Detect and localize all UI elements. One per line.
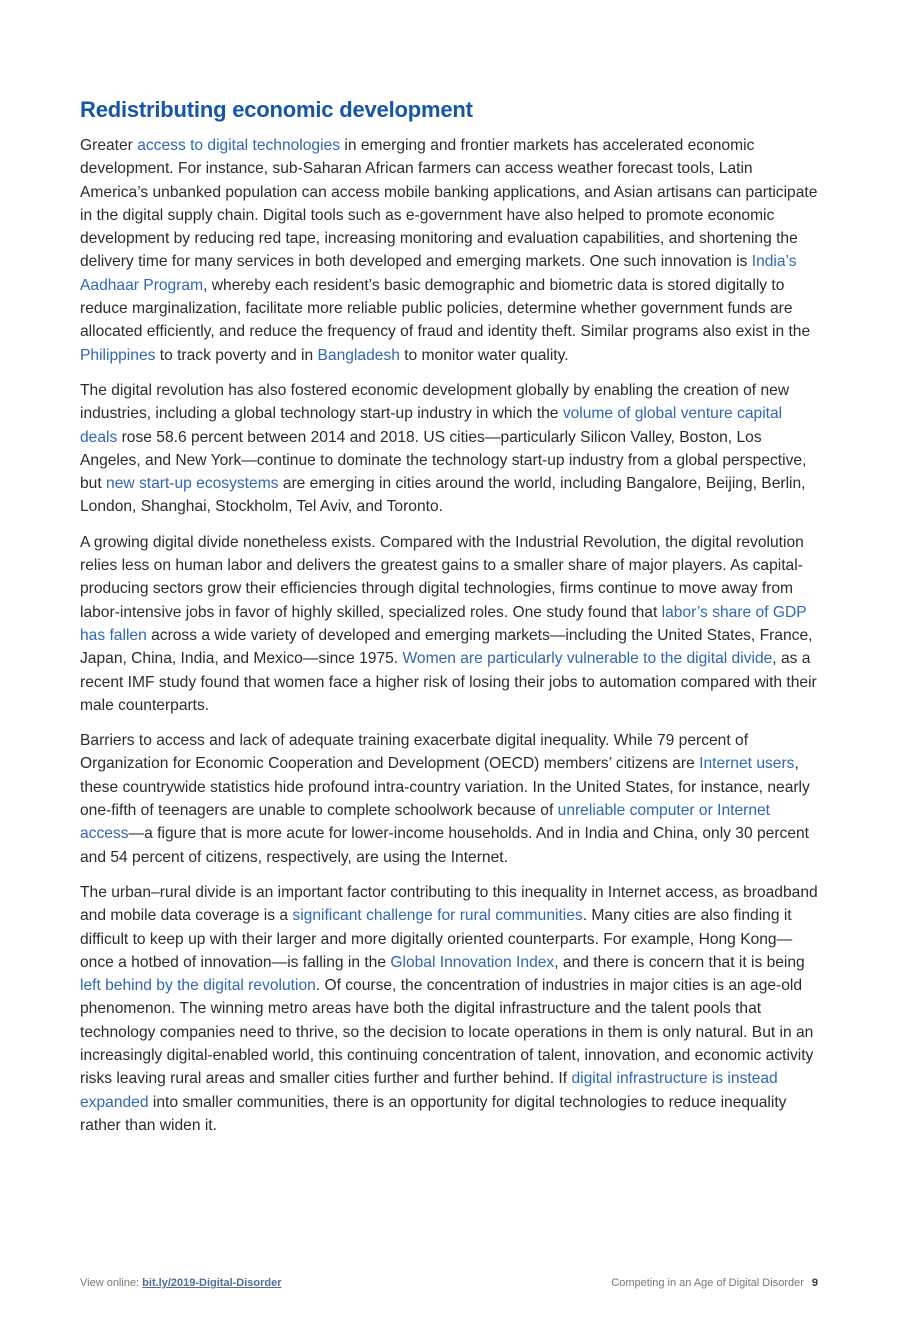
paragraph-text: , as a recent IMF study found that women face a higher risk of losing their jobs to automation compared with their male counterparts. <box>80 650 817 714</box>
inline-link[interactable]: left behind by the digital revolution <box>80 977 316 995</box>
paragraph <box>80 531 820 717</box>
paragraph-text: rose 58.6 percent between 2014 and 2018. US cities—particularly Silicon Valley, Boston, Los Angeles, and New York—continue to dominate the technology start-up industry from a global perspective, but <box>80 428 807 493</box>
paragraph <box>80 729 820 869</box>
view-online-label: View online: <box>80 1277 143 1289</box>
paragraph <box>80 134 820 367</box>
paragraph-text: are emerging in cities around the world, including Bangalore, Beijing, Berlin, London, Shanghai, Stockholm, Tel Aviv, and Toronto. <box>80 475 806 516</box>
paragraph-text: , whereby each resident’s basic demographic and biometric data is stored digitally to reduce marginalization, facilitate more reliable public policies, determine whether government funds are allocated efficiently, and reduce the frequency of fraud and identity theft. Similar programs also exist in the <box>80 276 811 341</box>
inline-link[interactable]: digital infrastructure is instead expanded <box>80 1070 778 1111</box>
page-content <box>80 94 820 1149</box>
inline-link[interactable]: labor’s share of GDP has fallen <box>80 603 807 644</box>
paragraph <box>80 881 820 1137</box>
inline-link[interactable]: Global Innovation Index <box>390 953 555 971</box>
view-online-link[interactable]: bit.ly/2019-Digital-Disorder <box>142 1277 282 1289</box>
paragraph-text: across a wide variety of developed and emerging markets—including the United States, France, Japan, China, India, and Mexico—since 1975. <box>80 626 813 668</box>
publication-title: Competing in an Age of Digital Disorder <box>611 1277 804 1289</box>
inline-link[interactable]: Philippines <box>80 346 156 364</box>
paragraph-text: in emerging and frontier markets has accelerated economic development. For instance, sub-Saharan African farmers can access weather forecast tools, Latin America’s unbanked population can access mobile banking applications, and Asian artisans can participate in the digital supply chain. Digital tools such as e-government have also helped to promote economic development by reducing red tape, increasing monitoring and evaluation capabilities, and shortening the delivery time for many services in both developed and emerging markets. One such innovation is <box>80 137 818 271</box>
inline-link[interactable]: Women are particularly vulnerable to the digital divide <box>402 650 773 668</box>
inline-link[interactable]: significant challenge for rural communities <box>292 907 583 925</box>
paragraph-text: Greater <box>80 137 138 154</box>
paragraph-text: —a figure that is more acute for lower-income households. And in India and China, only 30 percent and 54 percent of citizens, respectively, are using the Internet. <box>80 825 809 866</box>
paragraph-text: into smaller communities, there is an opportunity for digital technologies to reduce inequality rather than widen it. <box>80 1093 787 1134</box>
paragraph-text: . Many cities are also finding it difficult to keep up with their larger and more digitally oriented counterparts. For example, Hong Kong—once a hotbed of innovation—is falling in the <box>80 907 793 971</box>
inline-link[interactable]: access to digital technologies <box>137 137 341 154</box>
inline-link[interactable]: India’s Aadhaar Program <box>80 253 797 294</box>
body-text <box>80 134 820 1137</box>
footer-publication <box>611 1277 818 1289</box>
paragraph-text: A growing digital divide nonetheless exists. Compared with the Industrial Revolution, the digital revolution relies less on human labor and delivers the greatest gains to a smaller share of major players. As capital-producing sectors grow their efficiencies through digital technologies, firms continue to move away from labor-intensive jobs in favor of highly skilled, specialized roles. One study found that <box>80 533 804 621</box>
paragraph-text: The urban–rural divide is an important factor contributing to this inequality in Internet access, as broadband and mobile data coverage is a <box>80 883 818 925</box>
paragraph-text: to monitor water quality. <box>399 346 569 364</box>
paragraph-text: , these countrywide statistics hide profound intra-country variation. In the United States, for instance, nearly one-fifth of teenagers are unable to complete schoolwork because of <box>80 755 810 820</box>
inline-link[interactable]: Bangladesh <box>317 346 400 364</box>
inline-link[interactable]: unreliable computer or Internet access <box>80 802 771 843</box>
inline-link[interactable]: Internet users <box>699 755 795 773</box>
inline-link[interactable]: new start-up ecosystems <box>106 475 279 493</box>
footer-view-online <box>80 1277 282 1289</box>
inline-link[interactable]: volume of global venture capital deals <box>80 405 783 446</box>
paragraph-text: The digital revolution has also fostered economic development globally by enabling the creation of new industries, including a global technology start-up industry in which the <box>80 381 790 423</box>
paragraph-text: to track poverty and in <box>155 346 318 364</box>
paragraph <box>80 379 820 519</box>
paragraph-text: , and there is concern that it is being <box>554 953 805 971</box>
paragraph-text: Barriers to access and lack of adequate training exacerbate digital inequality. While 79 percent of Organization for Economic Cooperation and Development (OECD) members’ citizens are <box>80 732 749 773</box>
page-number: 9 <box>811 1277 818 1289</box>
paragraph-text: . Of course, the concentration of industries in major cities is an age-old phenomenon. The winning metro areas have both the digital infrastructure and the talent pools that technology companies need to thrive, so the decision to locate operations in them is only natural. But in an increasingly digital-enabled world, this continuing concentration of talent, innovation, and economic activity risks leaving rural areas and smaller cities further and further behind. If <box>80 977 814 1088</box>
section-heading: Redistributing economic development <box>80 97 473 122</box>
